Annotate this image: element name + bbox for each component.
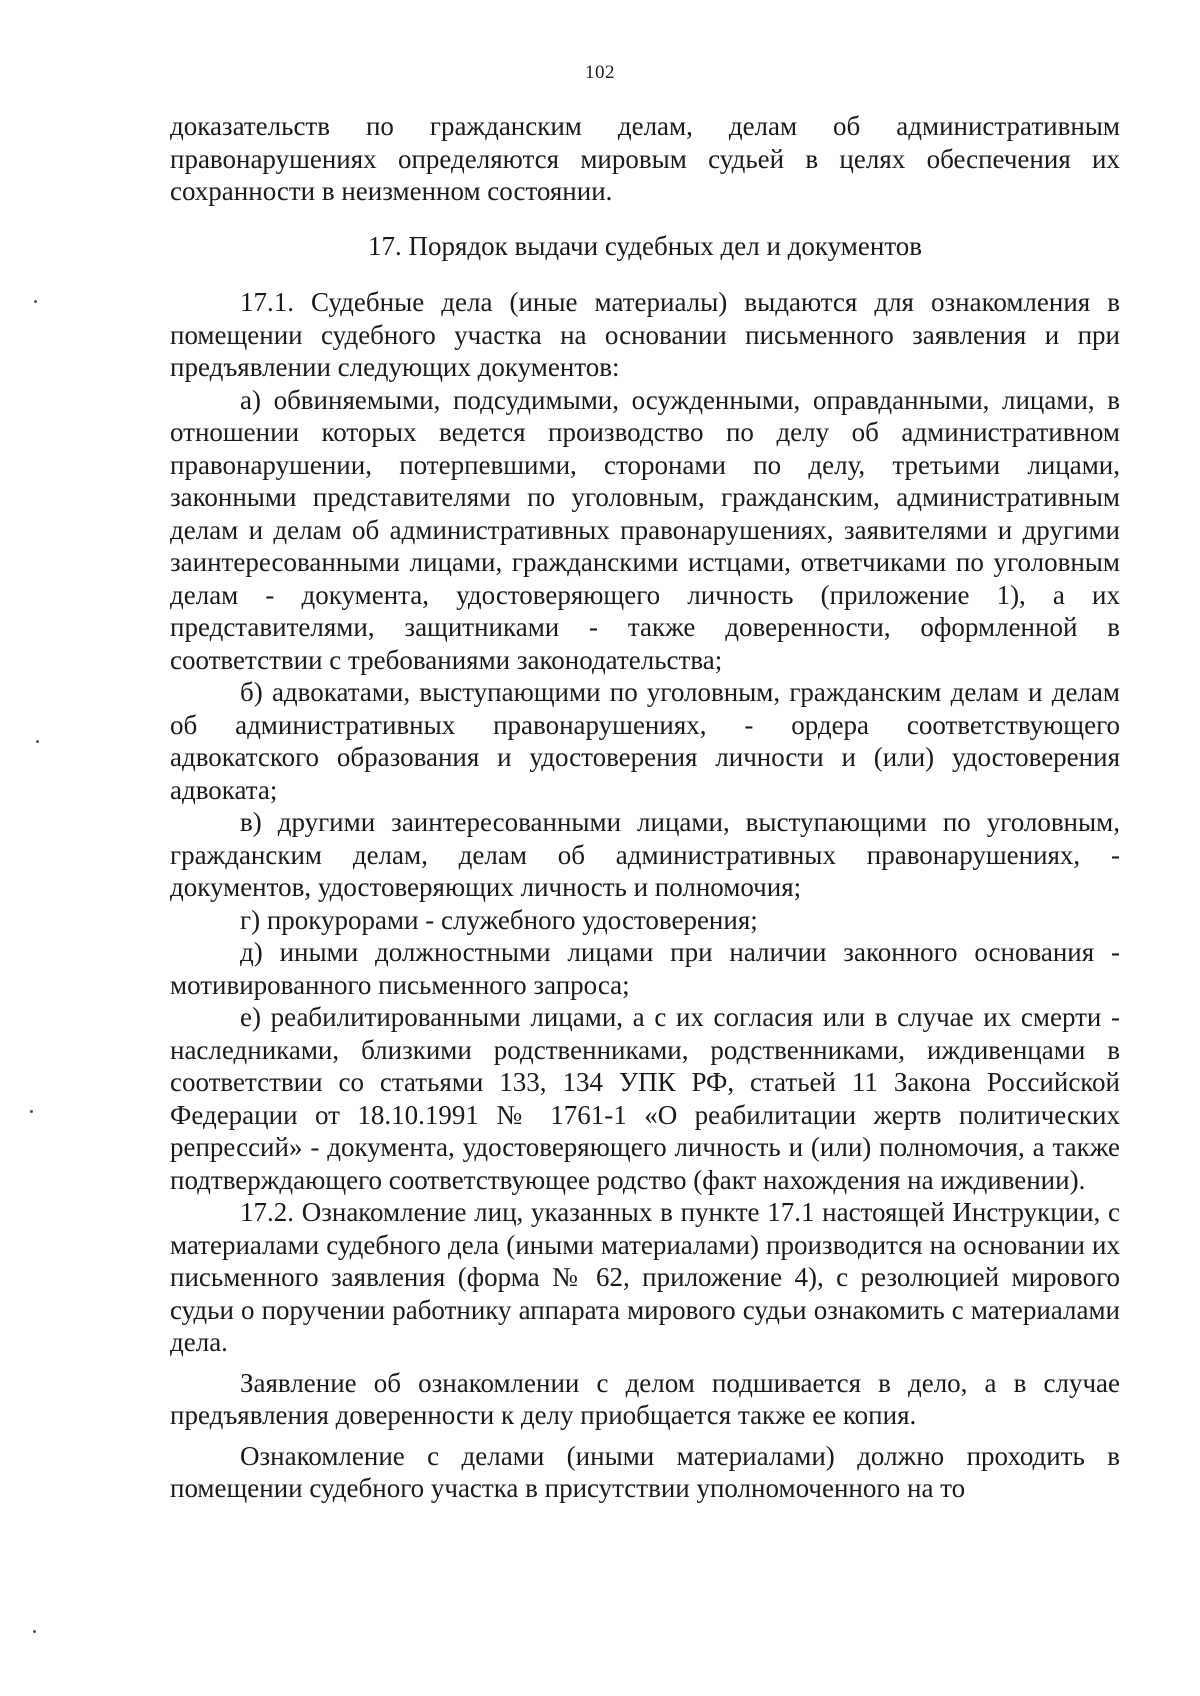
paragraph-continuation: доказательств по гражданским делам, делам об административным правонарушениях определяются мировым судьей в целях обеспечения их сохранности в неизменном состоянии.: [170, 111, 1120, 206]
scan-speck: [33, 1630, 36, 1633]
document-body: [170, 110, 1120, 1505]
paragraph-application: Заявление об ознакомлении с делом подшивается в дело, а в случае предъявления доверенности к делу приобщается также ее копия.: [170, 1367, 1120, 1430]
paragraph-review: Ознакомление с делами (иными материалами) должно проходить в помещении судебного участка в присутствии уполномоченного на то: [170, 1440, 1120, 1503]
section-heading: 17. Порядок выдачи судебных дел и документов: [367, 230, 923, 261]
list-item-a: а) обвиняемыми, подсудимыми, осужденными, оправданными, лицами, в отношении которых ведется производство по делу об административном правонарушении, потерпевшими, сторонами по делу, третьими лицами, законными представителями по уголовным, гражданским, административным делам и делам об административных правонарушениях, заявителями и другими заинтересованными лицами, гражданскими истцами, ответчиками по уголовным делам - документа, удостоверяющего личность (приложение 1), а их представителями, защитниками - также доверенности, оформленной в соответствии с требованиями законодательства;: [170, 384, 1120, 675]
list-item-d: д) иными должностными лицами при наличии законного основания - мотивированного письменного запроса;: [170, 937, 1120, 1000]
scan-speck: [34, 300, 37, 303]
list-item-e: е) реабилитированными лицами, а с их согласия или в случае их смерти - наследниками, близкими родственниками, родственниками, иждивенцами в соответствии со статьями 133, 134 УПК РФ, статьей 11 Закона Российской Федерации от 18.10.1991 № 1761-1 «О реабилитации жертв политических репрессий» - документа, удостоверяющего личность и (или) полномочия, а также подтверждающего соответствующее родство (факт нахождения на иждивении).: [170, 1002, 1120, 1195]
scan-speck: [36, 740, 39, 743]
list-item-b: б) адвокатами, выступающими по уголовным, гражданским делам и делам об административных правонарушениях, - ордера соответствующего адвокатского образования и удостоверения личности и (или) удостоверения адвоката;: [170, 677, 1120, 805]
scan-speck: [30, 1110, 33, 1113]
paragraph-17-1: 17.1. Судебные дела (иные материалы) выдаются для ознакомления в помещении судебного участка на основании письменного заявления и при предъявлении следующих документов:: [170, 287, 1120, 382]
page-number: 102: [585, 62, 615, 83]
list-item-g: г) прокурорами - служебного удостоверения;: [240, 904, 758, 935]
paragraph-17-2: 17.2. Ознакомление лиц, указанных в пункте 17.1 настоящей Инструкции, с материалами судебного дела (иными материалами) производится на основании их письменного заявления (форма № 62, приложение 4), с резолюцией мирового судьи о поручении работнику аппарата мирового судьи ознакомить с материалами дела.: [170, 1197, 1120, 1357]
list-item-v: в) другими заинтересованными лицами, выступающими по уголовным, гражданским делам, делам об административных правонарушениях, - документов, удостоверяющих личность и полномочия;: [170, 807, 1120, 902]
